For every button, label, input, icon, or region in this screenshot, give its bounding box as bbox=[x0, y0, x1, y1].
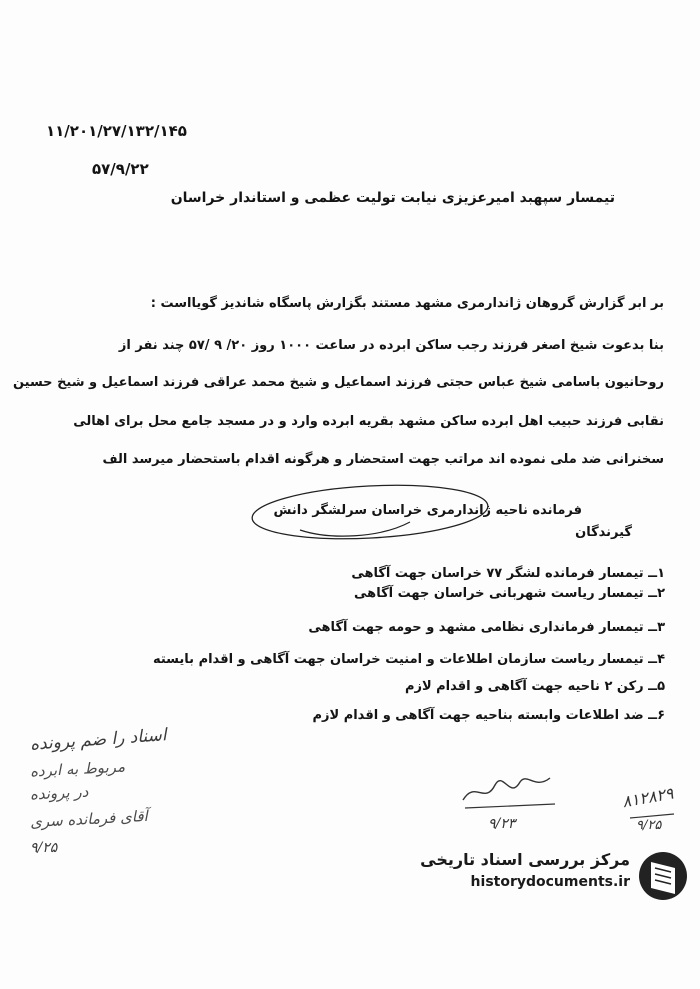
handwritten-note-line-3: در پرونده bbox=[29, 782, 89, 804]
body-line-5: سخنرانی ضد ملی نموده اند مراتب جهت استحضار و هرگونه اقدام باستحضار میرسد الف bbox=[102, 452, 664, 467]
watermark-url: historydocuments.ir bbox=[470, 874, 630, 890]
letter-date: ۵۷/۹/۲۲ bbox=[92, 160, 149, 178]
watermark bbox=[405, 846, 695, 906]
body-line-4: نقابی فرزند حبیب اهل ابرده ساکن مشهد بقریه ابرده وارد و در مسجد جامع محل برای اهالی bbox=[73, 414, 664, 429]
handwritten-note-line-1: اسناد را ضم پرونده bbox=[29, 725, 168, 755]
signature-line: فرمانده ناحیه ژاندارمری خراسان سرلشگر دانش bbox=[273, 503, 582, 518]
recipient-4: ۴ــ تیمسار ریاست سازمان اطلاعات و امنیت خراسان جهت آگاهی و اقدام بایسته bbox=[152, 652, 665, 667]
recipient-2: ۲ــ تیمسار ریاست شهربانی خراسان جهت آگاهی bbox=[354, 586, 665, 601]
handwritten-note-line-4: آقای فرمانده سری bbox=[29, 806, 149, 832]
watermark-title: مرکز بررسی اسناد تاریخی bbox=[420, 850, 630, 869]
handwritten-sign-date: ۹/۲۳ bbox=[488, 816, 516, 832]
handwritten-note-line-2: مربوط به ابرده bbox=[29, 757, 126, 781]
margin-date: ۹/۲۵ bbox=[636, 818, 662, 833]
body-line-2: بنا بدعوت شیخ اصغر فرزند رجب ساکن ابرده در ساعت ۱۰۰۰ روز ۲۰/ ۹ /۵۷ چند نفر از bbox=[118, 338, 664, 353]
handwritten-signature-icon bbox=[455, 760, 565, 820]
margin-number: ۸۱۲۸۲۹ bbox=[620, 783, 675, 812]
recipient-6: ۶ــ ضد اطلاعات وابسته بناحیه جهت آگاهی و اقدام لازم bbox=[312, 708, 665, 723]
body-line-3: روحانیون باسامی شیخ عباس حجتی فرزند اسماعیل و شیخ محمد عراقی فرزند اسماعیل و شیخ حسین bbox=[12, 375, 664, 390]
handwritten-note-number: ۹/۲۵ bbox=[30, 840, 58, 856]
body-line-1: بر ابر گزارش گروهان ژاندارمری مشهد مستند بگزارش پاسگاه شاندیز گویااست : bbox=[150, 296, 664, 311]
watermark-logo-icon bbox=[635, 846, 691, 906]
addressee: تیمسار سپهبد امیرعزیزی نیابت تولیت عظمی و استاندار خراسان bbox=[170, 190, 615, 206]
recipients-heading: گیرندگان bbox=[575, 525, 632, 540]
reference-number: ۱۱/۲۰۱/۲۷/۱۳۲/۱۴۵ bbox=[46, 122, 187, 140]
recipient-5: ۵ــ رکن ۲ ناحیه جهت آگاهی و اقدام لازم bbox=[404, 679, 665, 694]
recipient-1: ۱ــ تیمسار فرمانده لشگر ۷۷ خراسان جهت آگاهی bbox=[351, 566, 665, 581]
recipient-3: ۳ــ تیمسار فرمانداری نظامی مشهد و حومه جهت آگاهی bbox=[308, 620, 665, 635]
